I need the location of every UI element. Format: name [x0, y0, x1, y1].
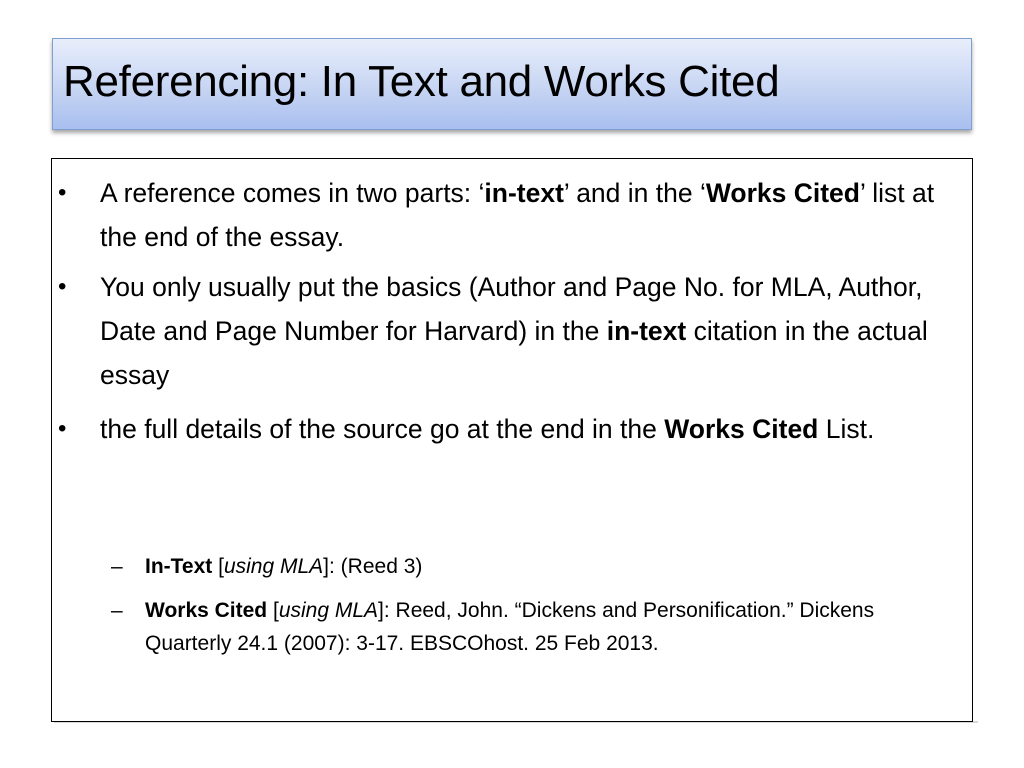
slide-title-box	[52, 38, 972, 130]
text-run: ]: Reed, John. “Dickens and Personification.” Dickens Quarterly 24.1 (2007): 3-17. EBSCOhost. 25 Feb 2013.	[145, 599, 875, 655]
text-run: ’ and in the ‘	[563, 178, 706, 208]
text-run: the full details of the source go at the end in the	[100, 414, 665, 444]
dash-icon: –	[111, 599, 123, 622]
bullet-icon: •	[58, 415, 67, 442]
sub-bullet-item	[111, 594, 965, 660]
text-run: ’ list at the end of the essay.	[100, 178, 935, 252]
bullet-icon: •	[58, 273, 67, 300]
sub-bullet-text	[145, 555, 422, 578]
bold-text-run: Works Cited	[145, 599, 268, 622]
text-run: You only usually put the basics (Author and Page No. for MLA, Author, Date and Page Number for Harvard) in the	[100, 272, 923, 346]
text-run: [	[212, 555, 224, 578]
bullet-icon: •	[58, 179, 67, 206]
bullet-item	[58, 407, 950, 451]
bold-text-run: in-text	[484, 178, 564, 208]
text-run: List.	[818, 414, 875, 444]
bold-text-run: Works Cited	[705, 178, 860, 208]
content-box	[51, 158, 973, 722]
italic-text-run: using MLA	[278, 599, 379, 622]
dash-icon: –	[111, 555, 123, 578]
text-run: citation in the actual essay	[100, 316, 928, 390]
italic-text-run: using MLA	[223, 555, 324, 578]
sub-bullet-text	[145, 599, 874, 655]
bold-text-run: Works Cited	[664, 414, 819, 444]
text-run: ]: (Reed 3)	[323, 555, 423, 578]
bullet-item	[58, 171, 950, 259]
text-run: A reference comes in two parts: ‘	[100, 178, 485, 208]
bold-text-run: In-Text	[145, 555, 213, 578]
bullet-text	[100, 178, 934, 252]
slide-title: Referencing: In Text and Works Cited	[63, 57, 780, 106]
text-run: [	[267, 599, 279, 622]
bullet-item	[58, 265, 950, 397]
bold-text-run: in-text	[606, 316, 687, 346]
sub-bullet-item	[111, 550, 965, 583]
bullet-text	[100, 272, 928, 390]
bullet-text	[100, 414, 874, 444]
